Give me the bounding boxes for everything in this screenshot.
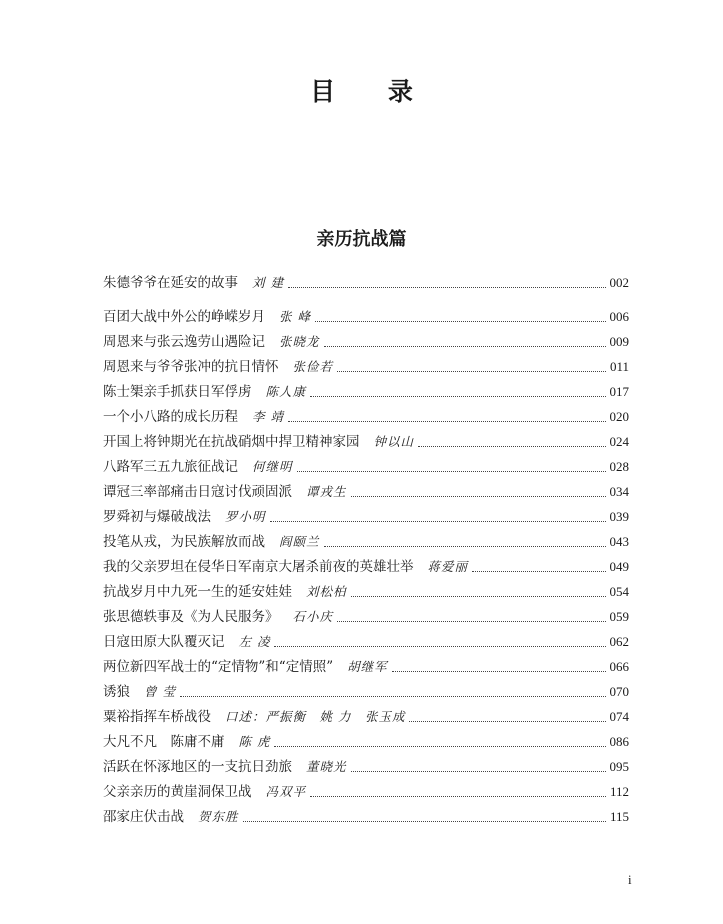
toc-entry-author: 罗小明	[225, 509, 266, 524]
toc-dot-leader	[288, 421, 606, 422]
toc-dot-leader	[297, 471, 606, 472]
toc-entry-author: 张 峰	[279, 309, 311, 324]
toc-entry-author: 冯双平	[265, 784, 307, 799]
page-title: 目 录	[310, 77, 435, 106]
toc-entry-page: 028	[609, 459, 629, 474]
toc-entry-title: 我的父亲罗坦在侵华日军南京大屠杀前夜的英雄壮举	[103, 559, 414, 575]
toc-entry-title: 一个小八路的成长历程	[103, 409, 238, 425]
toc-entry[interactable]	[103, 456, 629, 478]
toc-entry-author: 蒋爱丽	[427, 559, 469, 574]
toc-entry-page: 006	[609, 309, 629, 324]
toc-entry-title: 粟裕指挥车桥战役	[103, 709, 211, 725]
toc-entry-title: 投笔从戎，为民族解放而战	[103, 534, 265, 550]
toc-entry[interactable]	[103, 356, 629, 378]
toc-entry[interactable]	[103, 381, 629, 403]
toc-entry-title: 父亲亲历的黄崖洞保卫战	[103, 784, 252, 800]
toc-dot-leader	[337, 621, 605, 622]
toc-entry-page: 095	[609, 759, 629, 774]
toc-entry[interactable]	[103, 631, 629, 653]
toc-entry-author: 李 靖	[252, 409, 284, 424]
toc-entry-page: 086	[609, 734, 629, 749]
toc-entry-page: 024	[609, 434, 629, 449]
toc-entry-page: 066	[609, 659, 629, 674]
toc-entry-page: 043	[609, 534, 629, 549]
toc-entry-page: 034	[609, 484, 629, 499]
toc-entry-author: 钟以山	[373, 434, 415, 449]
toc-entry-page: 011	[609, 359, 629, 374]
toc-entry-page: 049	[609, 559, 629, 574]
toc-entry-title: 日寇田原大队覆灭记	[103, 634, 225, 650]
toc-entry-author: 刘 建	[252, 275, 284, 290]
toc-dot-leader	[180, 696, 606, 697]
toc-entry-title: 八路军三五九旅征战记	[103, 459, 238, 475]
toc-dot-leader	[472, 571, 605, 572]
toc-entry[interactable]	[103, 731, 629, 753]
toc-dot-leader	[310, 396, 605, 397]
toc-dot-leader	[418, 446, 605, 447]
toc-entry[interactable]	[103, 481, 629, 503]
toc-dot-leader	[243, 821, 606, 822]
toc-entry-page: 070	[609, 684, 629, 699]
toc-entry-title: 两位新四军战士的“定情物”和“定情照”	[103, 659, 334, 675]
toc-entry-author: 陈 虎	[238, 734, 271, 749]
toc-entry[interactable]	[103, 306, 629, 328]
toc-entry-page: 059	[609, 609, 629, 624]
toc-entry-author: 阎颐兰	[279, 534, 320, 549]
toc-entry-page: 002	[609, 275, 629, 290]
toc-dot-leader	[337, 371, 606, 372]
toc-entry-title: 抗战岁月中九死一生的延安娃娃	[103, 584, 292, 600]
toc-entry-author: 张俭若	[292, 359, 334, 374]
toc-entry-title: 大凡不凡 陈庸不庸	[103, 734, 225, 750]
toc-entry[interactable]	[103, 506, 629, 528]
toc-entry-author: 谭戎生	[306, 484, 347, 499]
toc-entry-page: 017	[609, 384, 629, 399]
toc-entry-title: 罗舜初与爆破战法	[103, 509, 211, 525]
toc-entry-author: 董晓光	[306, 759, 347, 774]
toc-entry-title: 诱狼	[103, 684, 130, 700]
toc-entry-author: 胡继军	[347, 659, 388, 674]
toc-entry-author: 贺东胜	[198, 809, 239, 824]
toc-dot-leader	[315, 321, 606, 322]
toc-entry[interactable]	[103, 681, 629, 703]
toc-dot-leader	[274, 746, 605, 747]
toc-entry[interactable]	[103, 756, 629, 778]
toc-dot-leader	[324, 346, 606, 347]
toc-entry[interactable]	[103, 272, 629, 294]
toc-entry[interactable]	[103, 406, 629, 428]
toc-entry-author: 左 凌	[238, 634, 271, 649]
page-number: i	[628, 872, 632, 887]
section-title: 亲历抗战篇	[316, 229, 407, 250]
toc-dot-leader	[351, 771, 606, 772]
toc-dot-leader	[310, 796, 606, 797]
toc-entry-page: 062	[609, 634, 629, 649]
toc-entry-author: 陈人康	[265, 384, 307, 399]
toc-dot-leader	[409, 721, 605, 722]
toc-entry-page: 009	[609, 334, 629, 349]
toc-dot-leader	[351, 596, 606, 597]
toc-dot-leader	[274, 646, 605, 647]
toc-entry[interactable]	[103, 531, 629, 553]
toc-entry-title: 谭冠三率部痛击日寇讨伐顽固派	[103, 484, 292, 500]
toc-entry-author: 刘松柏	[306, 584, 347, 599]
toc-entry[interactable]	[103, 581, 629, 603]
toc-entry-title: 陈士榘亲手抓获日军俘虏	[103, 384, 252, 400]
toc-entry-author: 曾 莹	[144, 684, 176, 699]
toc-entry-title: 邵家庄伏击战	[103, 809, 184, 825]
toc-entry[interactable]	[103, 656, 629, 678]
toc-entry-author: 石小庆	[292, 609, 334, 624]
toc-entry-title: 周恩来与张云逸劳山遇险记	[103, 334, 265, 350]
toc-entry-title: 活跃在怀涿地区的一支抗日劲旅	[103, 759, 292, 775]
toc-entry[interactable]	[103, 781, 629, 803]
toc-entry[interactable]	[103, 606, 629, 628]
toc-entry[interactable]	[103, 331, 629, 353]
toc-entry-page: 020	[609, 409, 629, 424]
toc-entry-title: 张思德轶事及《为人民服务》	[103, 609, 279, 625]
toc-entry[interactable]	[103, 806, 629, 828]
toc-entry-page: 054	[609, 584, 629, 599]
toc-entry-page: 115	[609, 809, 629, 824]
toc-dot-leader	[270, 521, 606, 522]
toc-entry[interactable]	[103, 706, 629, 728]
toc-dot-leader	[288, 287, 606, 288]
toc-entry-page: 112	[609, 784, 629, 799]
toc-dot-leader	[351, 496, 606, 497]
toc-entry-title: 开国上将钟期光在抗战硝烟中捍卫精神家园	[103, 434, 360, 450]
toc-dot-leader	[324, 546, 606, 547]
toc-entry-title: 百团大战中外公的峥嵘岁月	[103, 309, 265, 325]
toc-entry-page: 074	[609, 709, 629, 724]
toc-entry-author: 口述：严振衡 姚 力 张玉成	[225, 709, 406, 724]
toc-entry[interactable]	[103, 556, 629, 578]
toc-entry-author: 张晓龙	[279, 334, 320, 349]
toc-entry-title: 周恩来与爷爷张冲的抗日情怀	[103, 359, 279, 375]
toc-entry-author: 何继明	[252, 459, 293, 474]
toc-dot-leader	[392, 671, 606, 672]
toc-entry-title: 朱德爷爷在延安的故事	[103, 275, 238, 291]
toc-entry-page: 039	[609, 509, 629, 524]
toc-entry[interactable]	[103, 431, 629, 453]
